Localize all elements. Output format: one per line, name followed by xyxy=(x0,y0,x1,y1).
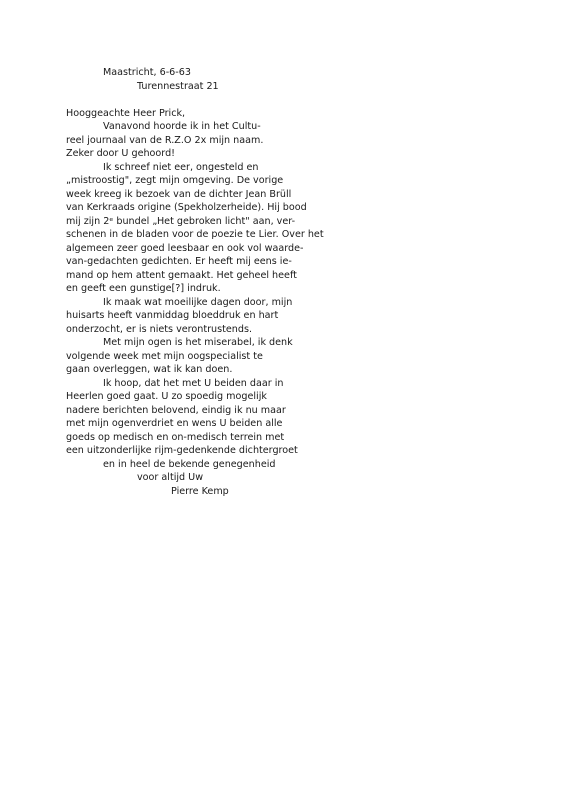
letter-line: goeds op medisch en on-medisch terrein met xyxy=(66,431,285,443)
letter-line: nadere berichten belovend, eindig ik nu maar xyxy=(66,404,286,416)
letter-line: van Kerkraads origine (Spekholzerheide). Hij bood xyxy=(66,202,307,213)
blank-line xyxy=(66,93,546,107)
letter-line: „mistroostig", zegt mijn omgeving. De vorige xyxy=(66,175,284,186)
letter-line: van-gedachten gedichten. Er heeft mij eens ie- xyxy=(66,256,292,267)
letter-line: voor altijd Uw xyxy=(137,472,204,483)
letter-line: volgende week met mijn oogspecialist te xyxy=(66,350,263,362)
letter-line: Heerlen goed gaat. U zo spoedig mogelijk xyxy=(66,391,267,402)
letter-line: een uitzonderlijke rijm-gedenkende dichtergroet xyxy=(66,445,298,456)
letter-line: onderzocht, er is niets verontrustends. xyxy=(66,323,253,335)
letter-line: gaan overleggen, wat ik kan doen. xyxy=(66,364,233,375)
letter-line: mij zijn 2ᵉ bundel „Het gebroken licht" aan, ver- xyxy=(66,215,296,227)
letter-line: mand op hem attent gemaakt. Het geheel heeft xyxy=(66,269,297,281)
letter-line: Hooggeachte Heer Prick, xyxy=(66,107,186,119)
letter-line: Turennestraat 21 xyxy=(137,80,219,92)
letter-line: Maastricht, 6-6-63 xyxy=(103,67,191,78)
letter-line: en in heel de bekende genegenheid xyxy=(103,458,276,470)
letter-line: Zeker door U gehoord! xyxy=(66,148,176,159)
letter-line: schenen in de bladen voor de poezie te Lier. Over het xyxy=(66,229,324,240)
letter-line: Pierre Kemp xyxy=(171,485,229,497)
letter-line: Ik maak wat moeilijke dagen door, mijn xyxy=(103,296,293,308)
letter-line: reel journaal van de R.Z.O 2x mijn naam. xyxy=(66,134,264,146)
letter-line: Vanavond hoorde ik in het Cultu- xyxy=(103,121,261,132)
letter-line: week kreeg ik bezoek van de dichter Jean Brüll xyxy=(66,188,292,200)
letter-line: en geeft een gunstige[?] indruk. xyxy=(66,283,221,294)
letter-line: huisarts heeft vanmiddag bloeddruk en hart xyxy=(66,310,279,321)
letter-line: algemeen zeer goed leesbaar en ook vol waarde- xyxy=(66,242,304,254)
letter-line: Ik schreef niet eer, ongesteld en xyxy=(103,161,259,173)
letter-line: Ik hoop, dat het met U beiden daar in xyxy=(103,377,284,389)
letter-line: Met mijn ogen is het miserabel, ik denk xyxy=(103,337,293,348)
letter-body xyxy=(66,66,546,498)
letter-line: met mijn ogenverdriet en wens U beiden alle xyxy=(66,418,283,429)
